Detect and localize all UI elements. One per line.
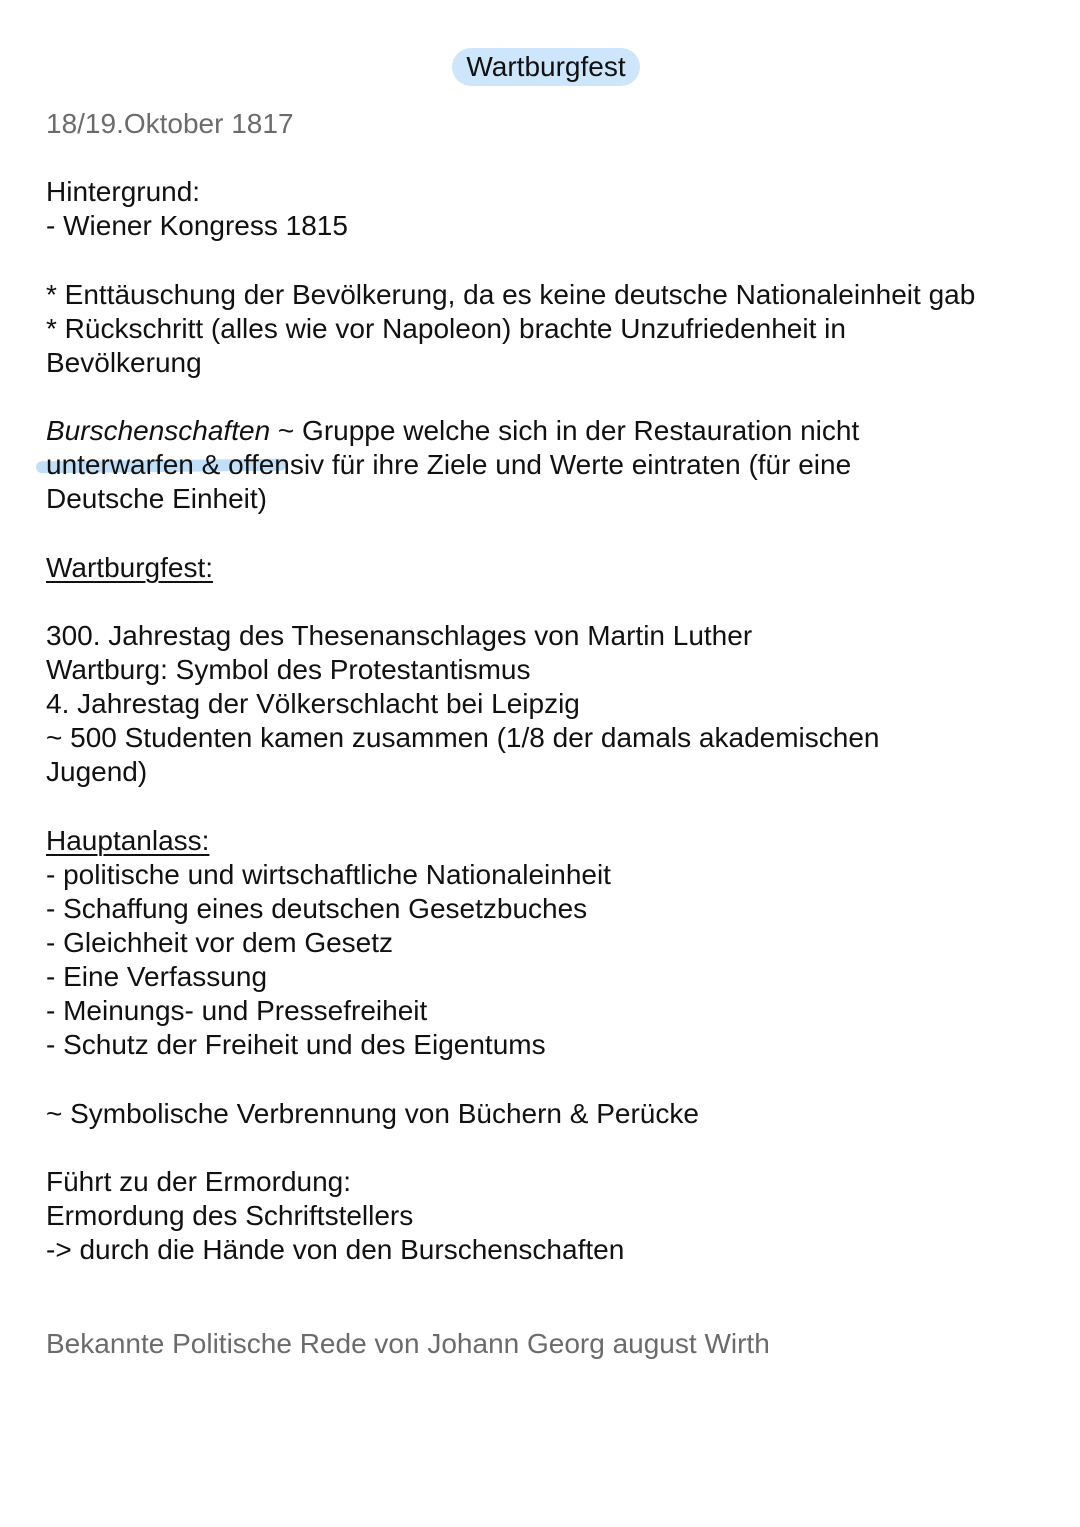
wartburgfest-line: ~ 500 Studenten kamen zusammen (1/8 der damals akademischen [46, 722, 880, 753]
hauptanlass-item: - politische und wirtschaftliche Nationaleinheit [46, 859, 611, 890]
background-item: - Wiener Kongress 1815 [46, 210, 348, 241]
burschenschaften-line-3: Deutsche Einheit) [46, 483, 268, 514]
hauptanlass-item: - Schaffung eines deutschen Gesetzbuches [46, 893, 588, 924]
burschenschaften-line-2: unterwarfen & offensiv für ihre Ziele und Werte eintraten (für eine [46, 449, 852, 480]
hauptanlass-item: - Eine Verfassung [46, 961, 268, 992]
wartburgfest-line: Jugend) [46, 756, 148, 787]
consequence-heading: Führt zu der Ermordung: [46, 1166, 352, 1197]
background-heading: Hintergrund: [46, 176, 201, 207]
effect-line: * Rückschritt (alles wie vor Napoleon) brachte Unzufriedenheit in [46, 313, 846, 344]
effect-line: Bevölkerung [46, 347, 202, 378]
wartburgfest-line: Wartburg: Symbol des Protestantismus [46, 654, 531, 685]
page-title: Wartburgfest [452, 48, 639, 86]
date-line: 18/19.Oktober 1817 [46, 108, 294, 139]
wartburgfest-heading: Wartburgfest: [46, 552, 214, 583]
hauptanlass-item: - Meinungs- und Pressefreiheit [46, 995, 428, 1026]
hauptanlass-item: - Gleichheit vor dem Gesetz [46, 927, 394, 958]
footer-note: Bekannte Politische Rede von Johann Georg august Wirth [46, 1328, 770, 1359]
burschenschaften-term: Burschenschaften [46, 415, 271, 446]
hauptanlass-item: - Schutz der Freiheit und des Eigentums [46, 1029, 546, 1060]
title-row [0, 48, 1080, 86]
wartburgfest-line: 4. Jahrestag der Völkerschlacht bei Leipzig [46, 688, 580, 719]
consequence-line: -> durch die Hände von den Burschenschaften [46, 1234, 625, 1265]
burschenschaften-definition: ~ Gruppe welche sich in der Restauration nicht [270, 415, 860, 446]
consequence-line: Ermordung des Schriftstellers [46, 1200, 414, 1231]
hauptanlass-heading: Hauptanlass: [46, 825, 210, 856]
burschenschaften-line-1 [46, 414, 859, 448]
effect-line: * Enttäuschung der Bevölkerung, da es keine deutsche Nationaleinheit gab [46, 279, 976, 310]
wartburgfest-line: 300. Jahrestag des Thesenanschlages von Martin Luther [46, 620, 753, 651]
symbolic-line: ~ Symbolische Verbrennung von Büchern & Perücke [46, 1098, 699, 1129]
